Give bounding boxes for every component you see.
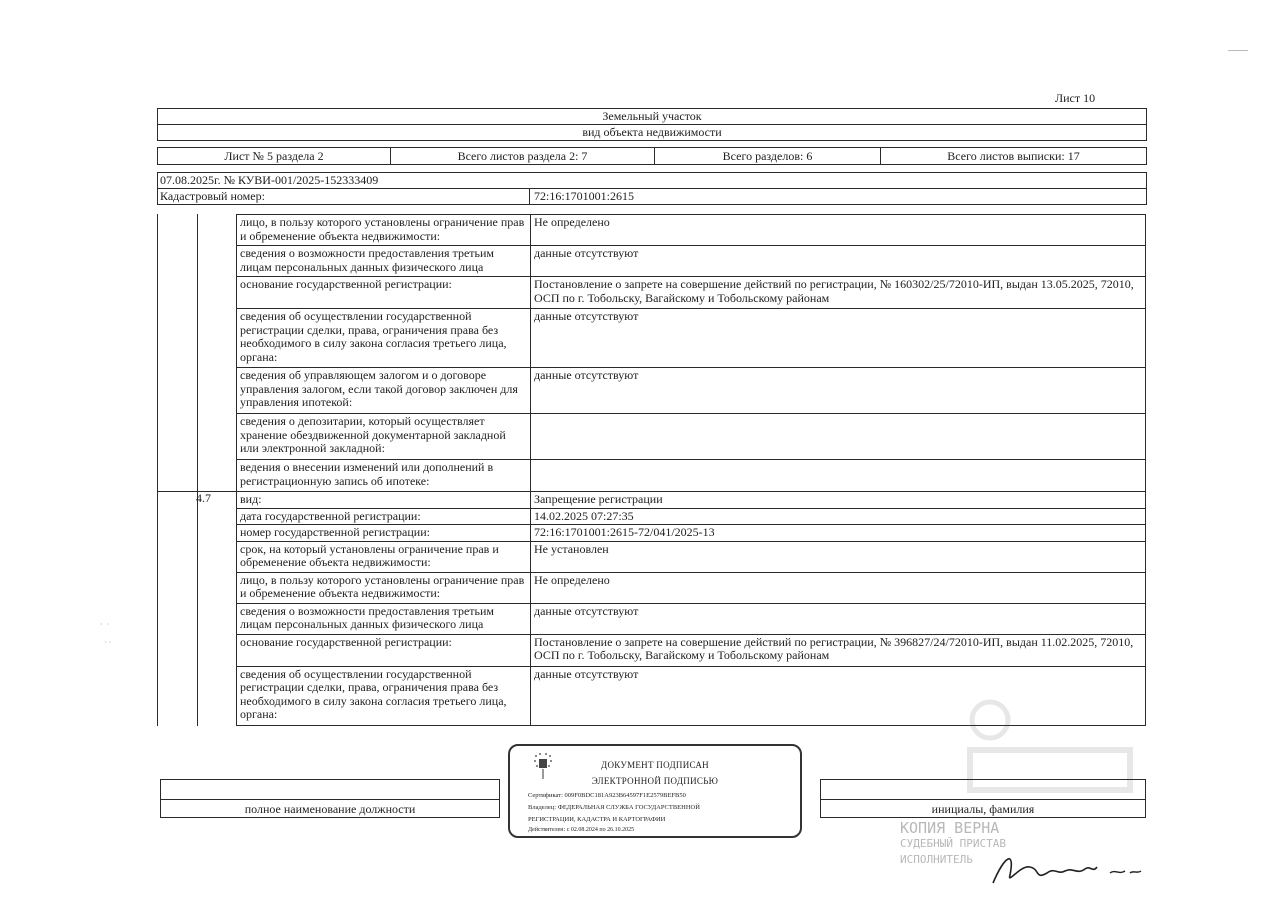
row-key: ведения о внесении изменений или дополнений в регистрационную запись об ипотеке:	[237, 460, 531, 492]
row-value: Постановление о запрете на совершение действий по регистрации, № 160302/25/72010-ИП, выдан 13.05.2025, 72010, ОСП по г. Тобольску, Вагайскому и Тобольскому районам	[531, 277, 1146, 309]
stamp-certificate: Сертификат: 009F0BDC181A923B64597F1E2579BEFB50	[528, 792, 686, 799]
table-row	[237, 541, 1146, 572]
position-cell	[160, 779, 500, 818]
position-caption: полное наименование должности	[244, 802, 416, 816]
row-key: сведения о возможности предоставления третьим лицам персональных данных физического лица	[237, 246, 531, 277]
row-value: 14.02.2025 07:27:35	[531, 508, 1146, 525]
row-value: данные отсутствуют	[531, 603, 1146, 634]
row-value: данные отсутствуют	[531, 666, 1146, 725]
row-key: сведения об осуществлении государственной регистрации сделки, права, ограничения права без необходимого в силу закона согласия третьего лица, органа:	[237, 309, 531, 368]
row-value	[531, 460, 1146, 492]
row-value: Не установлен	[531, 541, 1146, 572]
row-value: Запрещение регистрации	[531, 492, 1146, 509]
sheet-of-section: Лист № 5 раздела 2	[158, 148, 391, 164]
total-sheets-extract: Всего листов выписки: 17	[947, 149, 1080, 163]
stamp-owner-cont: РЕГИСТРАЦИИ, КАДАСТРА И КАРТОГРАФИИ	[528, 816, 666, 823]
row-value: Не определено	[531, 215, 1146, 246]
stamp-title: ДОКУМЕНТ ПОДПИСАН	[601, 760, 709, 770]
section-prev-table	[236, 214, 1146, 726]
row-key: срок, на который установлены ограничение прав и обременение объекта недвижимости:	[237, 541, 531, 572]
document-number: 07.08.2025г. № КУВИ-001/2025-152333409	[157, 172, 1147, 189]
table-number-column-border	[197, 214, 198, 726]
cadastral-row	[157, 188, 1147, 205]
object-type-caption: вид объекта недвижимости	[157, 124, 1147, 141]
copy-stamp-line3: ИСПОЛНИТЕЛЬ	[900, 853, 973, 866]
object-type: Земельный участок	[157, 108, 1147, 125]
row-key: лицо, в пользу которого установлены ограничение прав и обременение объекта недвижимости:	[237, 215, 531, 246]
row-key: лицо, в пользу которого установлены ограничение прав и обременение объекта недвижимости:	[237, 572, 531, 603]
row-key: сведения о возможности предоставления третьим лицам персональных данных физического лица	[237, 603, 531, 634]
table-row	[237, 460, 1146, 492]
name-caption: инициалы, фамилия	[931, 802, 1035, 816]
table-row	[237, 572, 1146, 603]
stamp-validity: Действителен: с 02.08.2024 по 26.10.2025	[528, 827, 635, 833]
row-key: сведения о депозитарии, который осуществляет хранение обездвиженной документарной закладной или электронной закладной:	[237, 414, 531, 460]
stamp-subtitle: ЭЛЕКТРОННОЙ ПОДПИСЬЮ	[591, 776, 719, 786]
table-row	[237, 525, 1146, 542]
scan-artifact-dash	[1228, 50, 1248, 51]
row-key: сведения об управляющем залогом и о договоре управления залогом, если такой договор заключен для управления ипотекой:	[237, 368, 531, 414]
table-left-border	[157, 214, 158, 726]
sheet-meta-row	[157, 147, 1147, 165]
stamp-owner: Владелец: ФЕДЕРАЛЬНАЯ СЛУЖБА ГОСУДАРСТВЕННОЙ	[528, 804, 700, 811]
table-row	[237, 277, 1146, 309]
table-row	[237, 215, 1146, 246]
copy-stamp-line1: КОПИЯ ВЕРНА	[900, 819, 1000, 837]
row-value	[531, 414, 1146, 460]
row-key: вид:	[237, 492, 531, 509]
total-sheets-section: Всего листов раздела 2: 7	[391, 148, 655, 164]
table-row	[237, 414, 1146, 460]
table-row	[237, 492, 1146, 509]
cadastral-value: 72:16:1701001:2615	[534, 189, 635, 203]
row-key: основание государственной регистрации:	[237, 634, 531, 666]
row-value: данные отсутствуют	[531, 368, 1146, 414]
handwritten-signature-icon	[985, 845, 1145, 890]
name-cell	[820, 779, 1146, 818]
copy-stamp-line2: СУДЕБНЫЙ ПРИСТАВ	[900, 837, 1006, 850]
row-key: номер государственной регистрации:	[237, 525, 531, 542]
table-row	[237, 508, 1146, 525]
total-sections: Всего разделов: 6	[655, 148, 881, 164]
table-row	[237, 634, 1146, 666]
scan-specks: · · · ·	[100, 620, 112, 647]
e-signature-stamp	[508, 744, 802, 838]
row-value: Постановление о запрете на совершение действий по регистрации, № 396827/24/72010-ИП, выдан 11.02.2025, 72010, ОСП по г. Тобольску, Вагайскому и Тобольскому районам	[531, 634, 1146, 666]
section-number: 4.7	[196, 491, 211, 505]
table-row	[237, 309, 1146, 368]
row-key: дата государственной регистрации:	[237, 508, 531, 525]
row-value: 72:16:1701001:2615-72/041/2025-13	[531, 525, 1146, 542]
row-value: данные отсутствуют	[531, 246, 1146, 277]
row-key: основание государственной регистрации:	[237, 277, 531, 309]
row-value: Не определено	[531, 572, 1146, 603]
table-row	[237, 368, 1146, 414]
row-key: сведения об осуществлении государственной регистрации сделки, права, ограничения права без необходимого в силу закона согласия третьего лица, органа:	[237, 666, 531, 725]
table-row	[237, 246, 1146, 277]
sheet-number: Лист 10	[1055, 91, 1096, 105]
cadastral-label: Кадастровый номер:	[158, 189, 530, 204]
row-value: данные отсутствуют	[531, 309, 1146, 368]
table-row	[237, 603, 1146, 634]
